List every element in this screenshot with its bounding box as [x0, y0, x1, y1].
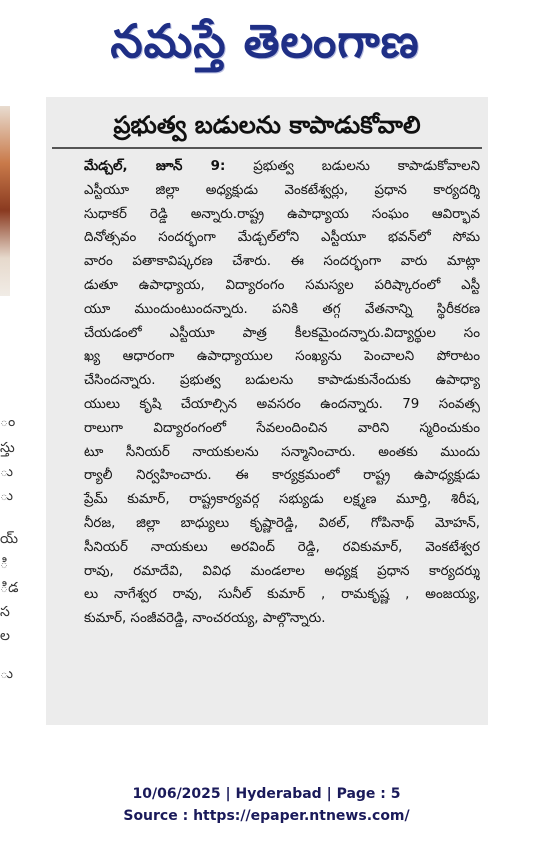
- publication-info: 10/06/2025 | Hyderabad | Page : 5: [132, 786, 401, 802]
- article-line: రావు, రమాదేవి, వివిధ మండలాల అధ్యక్ష ప్రధాన కార్యదర్శు: [84, 563, 480, 579]
- adjacent-glyph: స: [0, 604, 10, 620]
- article-line: దినోత్సవం సందర్భంగా మేడ్చల్‌లోని ఎస్టీయూ భవన్‌లో సోమ: [84, 230, 480, 246]
- article-line: ఎస్టీయూ జిల్లా అధ్యక్షుడు వెంకటేశ్వర్లు, ప్రధాన కార్యదర్శి: [84, 182, 480, 198]
- adjacent-glyph: ి: [0, 556, 9, 572]
- article-line: డుతూ ఉపాధ్యాయ, విద్యారంగం సమస్యల పరిష్కారంలో ఎస్టీ: [84, 277, 480, 293]
- adjacent-glyph: ు: [0, 488, 13, 504]
- article-line: నీరజ, జిల్లా బాధ్యులు కృష్ణారెడ్డి, విఠల్‌, గోపినాథ్‌ మోహన్‌,: [84, 515, 480, 531]
- article-line: సుధాకర్‌ రెడ్డి అన్నారు.రాష్ట్ర ఉపాధ్యాయ సంఘం ఆవిర్భావ: [84, 206, 480, 222]
- article-line: సీనియర్‌ నాయకులు అరవింద్‌ రెడ్డి, రవికుమార్‌, వెంకటేశ్వర: [84, 539, 480, 555]
- adjacent-glyph: య్: [0, 531, 19, 547]
- adjacent-glyph: ం: [0, 414, 16, 430]
- article-line-text: ప్రభుత్వ బడులను కాపాడుకోవాలని: [225, 159, 480, 174]
- newspaper-masthead: నమస్తే తెలంగాణ: [110, 14, 420, 68]
- adjacent-column-fragment: [0, 100, 19, 700]
- article-line: టూ సీనియర్‌ నాయకులను సన్మానించారు. అంతకు ముందు: [84, 444, 480, 460]
- adjacent-glyph: ిడ: [0, 580, 19, 596]
- article-line: [84, 155, 480, 179]
- article-line: ప్రేమ్‌ కుమార్‌, రాష్ట్రకార్యవర్గ సభ్యుడు లక్ష్మణ మూర్తి, శిరీష,: [84, 492, 480, 508]
- article-line: చేయడంలో ఎస్టీయూ పాత్ర కీలకమైందన్నారు.విద్యార్థుల సం: [84, 325, 480, 341]
- article-line: కుమార్‌, సంజీవరెడ్డి, నాంచరయ్య, పాల్గొన్నారు.: [84, 611, 326, 627]
- adjacent-glyph: స్తు: [0, 440, 15, 456]
- article-line: లు నాగేశ్వర రావు, సునీల్‌ కుమార్‌ , రామకృష్ణ , అంజయ్య,: [84, 587, 480, 603]
- adjacent-glyph: ు: [0, 464, 13, 480]
- article-line: రాలుగా విద్యారంగంలో సేవలందించిన వారిని స్మరించుకుం: [84, 420, 480, 436]
- article-line: చేసిందన్నారు. ప్రభుత్వ బడులను కాపాడుకునేందుకు ఉపాధ్యా: [84, 373, 480, 389]
- article-line: యూ ముందుంటుందన్నారు. పనికి తగ్గ వేతనాన్ని స్థిరీకరణ: [84, 301, 480, 317]
- adjacent-glyph: ల: [0, 628, 10, 644]
- article-line: ర్యాలీ నిర్వహించారు. ఈ కార్యక్రమంలో రాష్ట్ర ఉపాధ్యక్షుడు: [84, 468, 480, 484]
- adjacent-photo-edge: [0, 106, 10, 296]
- news-article: [46, 97, 488, 725]
- article-dateline: మేడ్చల్‌, జూన్‌ 9:: [84, 159, 226, 174]
- article-line: యులు కృషి చేయాల్సిన అవసరం ఉందన్నారు. 79 సంవత్స: [84, 396, 480, 412]
- article-body: [84, 155, 480, 631]
- article-line: వారం పతాకావిష్కరణ చేశారు. ఈ సందర్భంగా వారు మాట్లా: [84, 254, 480, 270]
- article-headline: ప్రభుత్వ బడులను కాపాడుకోవాలి: [113, 111, 421, 139]
- adjacent-glyph: ు: [0, 666, 13, 682]
- source-link[interactable]: Source : https://epaper.ntnews.com/: [123, 808, 410, 824]
- article-line: ఖ్య ఆధారంగా ఉపాధ్యాయుల సంఖ్యను పెంచాలని పోరాటం: [84, 349, 480, 365]
- headline-divider: [52, 147, 482, 149]
